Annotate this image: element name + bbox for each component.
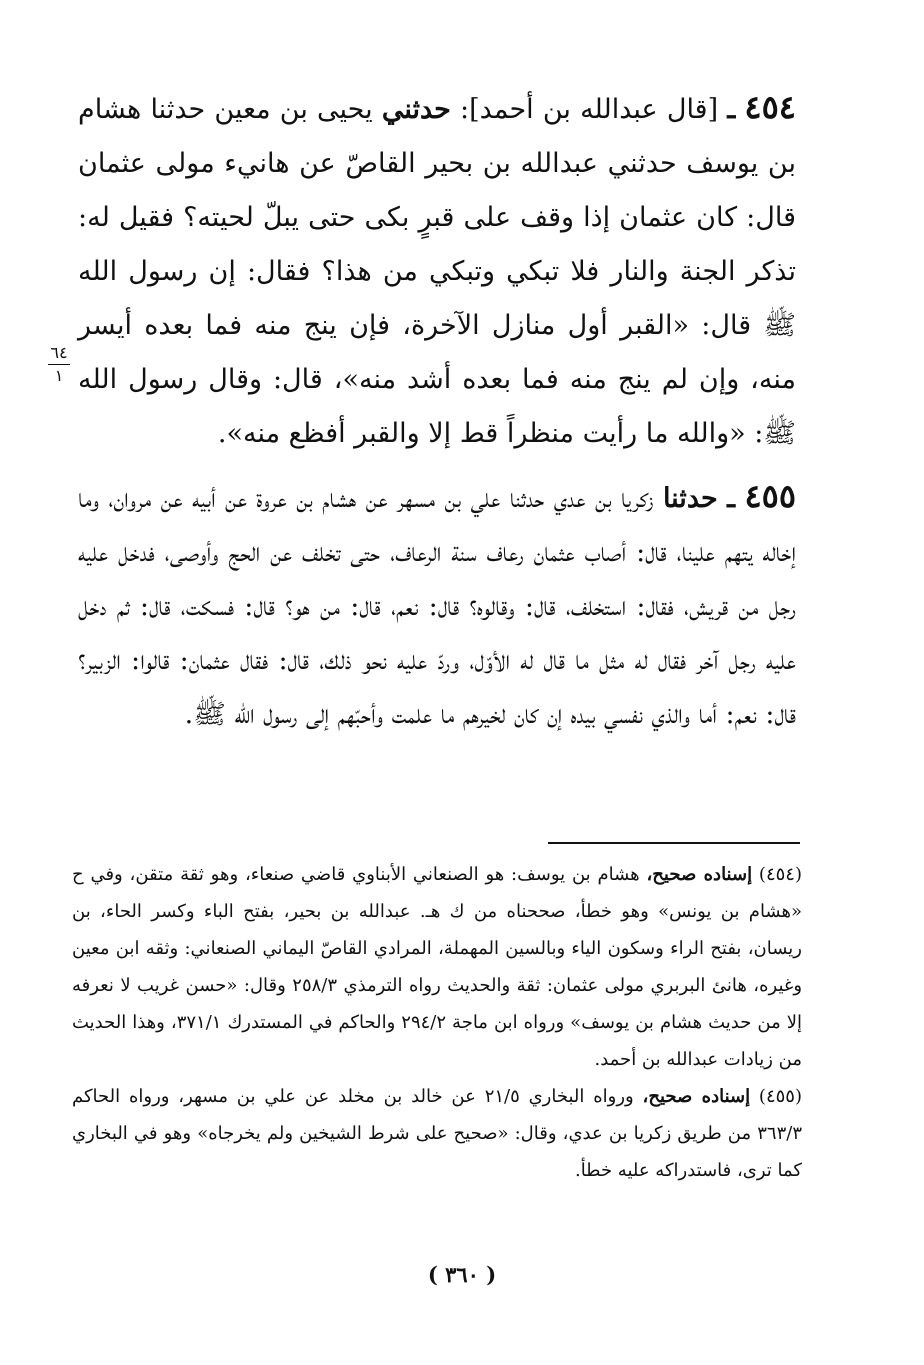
hadith-dash: ـ [727, 483, 736, 514]
hadith-body: يحيى بن معين حدثنا هشام بن يوسف حدثني عبدالله بن بحير القاصّ عن هانيء مولى عثمان قال: كان عثمان إذا وقف على قبرٍ بكى حتى يبلّ لحيته؟ فقيل له: تذكر الجنة والنار فلا تبكي وتبكي من هذا؟ فقال: إن رسول الله ﷺ قال: «القبر أول منازل الآخرة، فإن ينج منه فما بعده أيسر منه، وإن لم ينج منه فما بعده أشد منه»، قال: وقال رسول الله ﷺ: «والله ما رأيت منظراً قط إلا والقبر أفظع منه». [78, 94, 796, 449]
footnote-grade: إسناده صحيح، [642, 1086, 751, 1107]
transmission-keyword: حدثني [381, 94, 451, 125]
hadith-454 [78, 80, 796, 461]
hadith-number: ٤٥٤ [744, 88, 796, 126]
footnote-ref: (٤٥٤) [758, 864, 802, 885]
hadith-455 [78, 469, 796, 742]
margin-ref-bottom: ١ [54, 366, 64, 385]
margin-ref-top: ٦٤ [50, 343, 68, 362]
hadith-body: زكريا بن عدي حدثنا علي بن مسهر عن هشام بن عروة عن أبيه عن مروان، وما إخاله يتهم علينا، قال: أصاب عثمان رعاف سنة الرعاف، حتى تخلف عن الحج وأوصى، فدخل عليه رجل من قريش، فقال: استخلف، قال: وقالوه؟ قال: نعم، قال: من هو؟ قال: فسكت، قال: ثم دخل عليه رجل آخر فقال له مثل ما قال له الأوّل، وردّ عليه نحو ذلك، قال: فقال عثمان: قالوا: الزبير؟ قال: نعم: أما والذي نفسي بيده إن كان لخيرهم ما علمت وأحبّهم إلى رسول الله ﷺ. [78, 483, 796, 730]
margin-reference [44, 344, 74, 385]
footnote-grade: إسناده صحيح، [646, 864, 753, 885]
margin-ref-divider [48, 364, 70, 365]
narrator-attribution: [قال عبدالله بن أحمد]: [460, 94, 719, 125]
transmission-keyword: حدثنا [662, 483, 718, 514]
footnote-body: ورواه البخاري ٢١/٥ عن خالد بن مخلد عن علي بن مسهر، ورواه الحاكم ٣٦٣/٣ من طريق زكريا بن عدي، وقال: «صحيح على شرط الشيخين ولم يخرجاه» وهو في البخاري كما ترى، فاستدراكه عليه خطأ. [72, 1086, 802, 1181]
page-number: ( ٣٦٠ ) [427, 1262, 497, 1287]
hadith-dash: ـ [727, 94, 736, 125]
hadith-number: ٤٥٥ [744, 477, 796, 515]
footnote-454 [72, 856, 802, 1078]
footnote-ref: (٤٥٥) [758, 1086, 802, 1107]
footnote-body: هشام بن يوسف: هو الصنعاني الأبناوي قاضي صنعاء، وهو ثقة متقن، وفي ح «هشام بن يونس» وهو خطأ، صححناه من ك هـ. عبدالله بن بحير، بفتح الباء وكسر الحاء، بن ريسان، بفتح الراء وسكون الياء وبالسين المهملة، المرادي القاصّ اليماني الصنعاني: وثقه ابن معين وغيره، هانئ البربري مولى عثمان: ثقة والحديث رواه الترمذي ٢٥٨/٣ وقال: «حسن غريب لا نعرفه إلا من حديث هشام بن يوسف» ورواه ابن ماجة ٢٩٤/٢ والحاكم في المستدرك ٣٧١/١، وهذا الحديث من زيادات عبدالله بن أحمد. [72, 864, 803, 1070]
footnotes [72, 856, 802, 1189]
main-text [78, 80, 796, 742]
footnote-separator [548, 842, 800, 844]
footnote-455 [72, 1078, 802, 1189]
